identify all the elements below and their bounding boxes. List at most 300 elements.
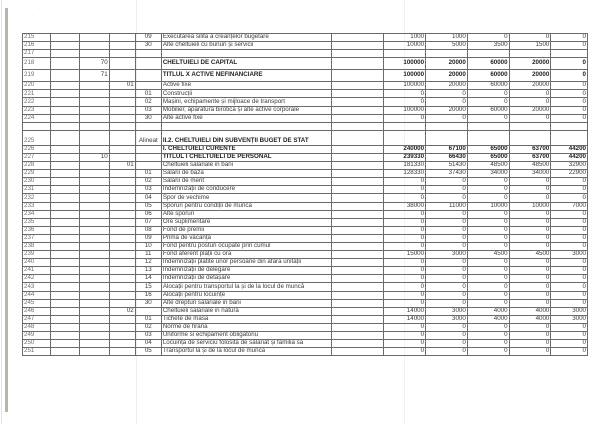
title-code-cell <box>80 315 109 323</box>
amount-cell: 0 <box>467 283 509 291</box>
blank-cell <box>332 98 384 106</box>
amount-cell: 0 <box>426 275 468 283</box>
table-row <box>23 130 588 145</box>
title-code-cell <box>80 114 109 122</box>
amount-cell: 0 <box>384 283 426 291</box>
amount-cell: 0 <box>467 34 509 42</box>
amount-cell: 0 <box>426 348 468 356</box>
amount-cell: 0 <box>551 299 588 307</box>
description-cell: Alte sporuri <box>161 210 331 218</box>
amount-cell: 3000 <box>426 251 468 259</box>
paragraph-cell <box>135 50 161 58</box>
chapter-cell <box>51 226 80 234</box>
paragraph-cell: 07 <box>135 218 161 226</box>
amount-cell: 0 <box>426 299 468 307</box>
row-number-cell: 228 <box>23 162 51 170</box>
amount-cell: 0 <box>509 348 551 356</box>
row-number-cell: 236 <box>23 226 51 234</box>
amount-cell: 1500 <box>509 42 551 50</box>
paragraph-cell: 05 <box>135 348 161 356</box>
amount-cell: 0 <box>551 259 588 267</box>
table-row <box>23 242 588 250</box>
description-cell: TITLUL I CHELTUIELI DE PERSONAL <box>161 153 331 161</box>
description-cell <box>161 50 331 58</box>
row-number-cell: 220 <box>23 82 51 90</box>
title-code-cell <box>80 130 109 145</box>
amount-cell: 0 <box>467 299 509 307</box>
row-number-cell: 222 <box>23 98 51 106</box>
binding-strip <box>5 8 8 412</box>
table-row <box>23 291 588 299</box>
amount-cell: 0 <box>426 283 468 291</box>
amount-cell: 0 <box>467 275 509 283</box>
blank-cell <box>332 202 384 210</box>
table-row <box>23 42 588 50</box>
scan-noise: · · <box>28 6 45 12</box>
row-number-cell: 218 <box>23 58 51 70</box>
chapter-cell <box>51 153 80 161</box>
table-row <box>23 50 588 58</box>
title-code-cell: 10 <box>80 153 109 161</box>
title-code-cell <box>80 251 109 259</box>
row-number-cell: 244 <box>23 291 51 299</box>
blank-cell <box>332 162 384 170</box>
amount-cell: 22900 <box>551 170 588 178</box>
blank-cell <box>332 332 384 340</box>
title-code-cell <box>80 259 109 267</box>
blank-cell <box>332 50 384 58</box>
amount-cell: 0 <box>551 186 588 194</box>
amount-cell: 0 <box>509 259 551 267</box>
blank-cell <box>332 226 384 234</box>
description-cell <box>161 122 331 130</box>
row-number-cell: 248 <box>23 323 51 331</box>
amount-cell: 63700 <box>509 145 551 153</box>
amount-cell: 60000 <box>467 82 509 90</box>
paragraph-cell: 03 <box>135 332 161 340</box>
blank-cell <box>332 194 384 202</box>
article-cell <box>109 170 135 178</box>
blank-cell <box>332 348 384 356</box>
amount-cell: 20000 <box>426 106 468 114</box>
blank-cell <box>332 70 384 82</box>
amount-cell: 0 <box>551 275 588 283</box>
title-code-cell <box>80 186 109 194</box>
amount-cell: 0 <box>467 98 509 106</box>
article-cell <box>109 332 135 340</box>
row-number-cell: 234 <box>23 210 51 218</box>
amount-cell: 0 <box>509 299 551 307</box>
chapter-cell <box>51 307 80 315</box>
amount-cell: 0 <box>384 259 426 267</box>
row-number-cell: 219 <box>23 70 51 82</box>
amount-cell: 0 <box>426 332 468 340</box>
amount-cell: 0 <box>426 194 468 202</box>
paragraph-cell: 04 <box>135 194 161 202</box>
paragraph-cell: 30 <box>135 299 161 307</box>
chapter-cell <box>51 170 80 178</box>
article-cell <box>109 251 135 259</box>
amount-cell: 0 <box>551 178 588 186</box>
table-row <box>23 234 588 242</box>
amount-cell: 0 <box>509 186 551 194</box>
amount-cell: 60000 <box>467 58 509 70</box>
amount-cell: 20000 <box>426 70 468 82</box>
row-number-cell: 235 <box>23 218 51 226</box>
blank-cell <box>332 218 384 226</box>
table-row <box>23 98 588 106</box>
amount-cell: 20000 <box>509 58 551 70</box>
amount-cell: 15000 <box>384 251 426 259</box>
amount-cell: 0 <box>509 267 551 275</box>
amount-cell: 0 <box>426 218 468 226</box>
amount-cell: 0 <box>426 291 468 299</box>
paragraph-cell: 02 <box>135 98 161 106</box>
article-cell <box>109 348 135 356</box>
amount-cell: 0 <box>384 178 426 186</box>
article-cell <box>109 42 135 50</box>
article-cell <box>109 153 135 161</box>
amount-cell: 0 <box>467 218 509 226</box>
amount-cell: 0 <box>384 218 426 226</box>
article-cell <box>109 283 135 291</box>
title-code-cell <box>80 90 109 98</box>
amount-cell: 100000 <box>384 58 426 70</box>
chapter-cell <box>51 291 80 299</box>
title-code-cell <box>80 218 109 226</box>
chapter-cell <box>51 130 80 145</box>
amount-cell: 7000 <box>551 202 588 210</box>
description-cell: Salarii de merit <box>161 178 331 186</box>
article-cell <box>109 275 135 283</box>
chapter-cell <box>51 106 80 114</box>
amount-cell: 4000 <box>509 307 551 315</box>
table-row <box>23 122 588 130</box>
row-number-cell: 229 <box>23 170 51 178</box>
amount-cell: 0 <box>509 275 551 283</box>
amount-cell: 0 <box>384 98 426 106</box>
table-row <box>23 82 588 90</box>
amount-cell: 0 <box>426 234 468 242</box>
scan-noise: · <box>28 24 30 30</box>
row-number-cell: 241 <box>23 267 51 275</box>
amount-cell <box>384 130 426 145</box>
description-cell: Fond aferent plății cu ora <box>161 251 331 259</box>
amount-cell: 0 <box>467 226 509 234</box>
title-code-cell <box>80 162 109 170</box>
title-code-cell <box>80 283 109 291</box>
description-cell: I. CHELTUIELI CURENTE <box>161 145 331 153</box>
amount-cell: 0 <box>467 242 509 250</box>
amount-cell: 20000 <box>509 82 551 90</box>
chapter-cell <box>51 234 80 242</box>
amount-cell <box>384 122 426 130</box>
paragraph-cell: 01 <box>135 170 161 178</box>
amount-cell: 4000 <box>509 315 551 323</box>
blank-cell <box>332 323 384 331</box>
amount-cell: 0 <box>384 291 426 299</box>
row-number-cell: 215 <box>23 34 51 42</box>
article-cell <box>109 90 135 98</box>
amount-cell: 0 <box>384 242 426 250</box>
description-cell: Indemnizații de detașare <box>161 275 331 283</box>
amount-cell: 0 <box>467 114 509 122</box>
amount-cell: 11000 <box>426 202 468 210</box>
blank-cell <box>332 90 384 98</box>
article-cell <box>109 291 135 299</box>
amount-cell: 0 <box>551 58 588 70</box>
amount-cell: 4500 <box>509 251 551 259</box>
title-code-cell <box>80 323 109 331</box>
chapter-cell <box>51 218 80 226</box>
blank-cell <box>332 242 384 250</box>
amount-cell <box>551 122 588 130</box>
blank-cell <box>332 275 384 283</box>
paragraph-cell: 02 <box>135 323 161 331</box>
table-row <box>23 162 588 170</box>
table-row <box>23 202 588 210</box>
amount-cell: 14000 <box>384 307 426 315</box>
table-row <box>23 275 588 283</box>
amount-cell: 67100 <box>426 145 468 153</box>
blank-cell <box>332 340 384 348</box>
title-code-cell <box>80 98 109 106</box>
chapter-cell <box>51 275 80 283</box>
amount-cell: 0 <box>551 291 588 299</box>
description-cell: TITLUL X ACTIVE NEFINANCIARE <box>161 70 331 82</box>
amount-cell: 0 <box>551 323 588 331</box>
amount-cell: 38000 <box>384 202 426 210</box>
paragraph-cell: 09 <box>135 234 161 242</box>
amount-cell: 3000 <box>426 315 468 323</box>
chapter-cell <box>51 299 80 307</box>
chapter-cell <box>51 34 80 42</box>
chapter-cell <box>51 114 80 122</box>
paragraph-cell: 03 <box>135 186 161 194</box>
amount-cell: 0 <box>426 186 468 194</box>
amount-cell: 0 <box>467 90 509 98</box>
paragraph-cell <box>135 82 161 90</box>
amount-cell: 0 <box>467 323 509 331</box>
article-cell <box>109 194 135 202</box>
description-cell: Tichete de masa <box>161 315 331 323</box>
amount-cell: 10000 <box>467 202 509 210</box>
amount-cell: 0 <box>551 70 588 82</box>
title-code-cell <box>80 267 109 275</box>
amount-cell: 5000 <box>426 42 468 50</box>
table-row <box>23 114 588 122</box>
table-row <box>23 145 588 153</box>
chapter-cell <box>51 332 80 340</box>
amount-cell: 4500 <box>467 251 509 259</box>
table-row <box>23 299 588 307</box>
amount-cell: 4000 <box>467 315 509 323</box>
row-number-cell: 227 <box>23 153 51 161</box>
chapter-cell <box>51 283 80 291</box>
article-cell <box>109 186 135 194</box>
row-number-cell: 243 <box>23 283 51 291</box>
description-cell: Uniforme si echipament obligatoriu <box>161 332 331 340</box>
table-row <box>23 315 588 323</box>
amount-cell: 0 <box>509 34 551 42</box>
blank-cell <box>332 106 384 114</box>
paragraph-cell <box>135 70 161 82</box>
title-code-cell <box>80 82 109 90</box>
amount-cell: 0 <box>384 323 426 331</box>
amount-cell: 239330 <box>384 153 426 161</box>
title-code-cell <box>80 34 109 42</box>
table-row <box>23 186 588 194</box>
amount-cell: 0 <box>551 98 588 106</box>
description-cell: Transportul la și de la locul de muncă <box>161 348 331 356</box>
title-code-cell <box>80 50 109 58</box>
blank-cell <box>332 186 384 194</box>
chapter-cell <box>51 210 80 218</box>
article-cell <box>109 267 135 275</box>
amount-cell: 0 <box>509 283 551 291</box>
amount-cell: 14000 <box>384 315 426 323</box>
chapter-cell <box>51 145 80 153</box>
amount-cell: 1000 <box>384 34 426 42</box>
amount-cell: 100000 <box>384 70 426 82</box>
row-number-cell: 238 <box>23 242 51 250</box>
amount-cell: 0 <box>551 42 588 50</box>
chapter-cell <box>51 194 80 202</box>
amount-cell: 20000 <box>509 70 551 82</box>
table-row <box>23 307 588 315</box>
amount-cell: 0 <box>551 242 588 250</box>
table-row <box>23 58 588 70</box>
amount-cell: 0 <box>551 218 588 226</box>
row-number-cell: 221 <box>23 90 51 98</box>
amount-cell: 0 <box>467 234 509 242</box>
article-cell <box>109 259 135 267</box>
table-row <box>23 259 588 267</box>
blank-cell <box>332 283 384 291</box>
amount-cell: 0 <box>467 340 509 348</box>
chapter-cell <box>51 186 80 194</box>
paragraph-cell: 30 <box>135 42 161 50</box>
article-cell <box>109 315 135 323</box>
description-cell: Alte cheltuieli cu bunuri și servicii <box>161 42 331 50</box>
title-code-cell <box>80 178 109 186</box>
row-number-cell: 237 <box>23 234 51 242</box>
blank-cell <box>332 145 384 153</box>
article-cell <box>109 50 135 58</box>
amount-cell: 0 <box>509 234 551 242</box>
description-cell: Mobilier, aparatură birotica și alte active corporale <box>161 106 331 114</box>
amount-cell: 0 <box>426 98 468 106</box>
blank-cell <box>332 178 384 186</box>
table-row <box>23 153 588 161</box>
chapter-cell <box>51 70 80 82</box>
table-row <box>23 267 588 275</box>
article-cell <box>109 202 135 210</box>
title-code-cell <box>80 226 109 234</box>
article-cell <box>109 58 135 70</box>
amount-cell: 0 <box>509 291 551 299</box>
description-cell: Indemnizații plătite unor persoane din afara unității <box>161 259 331 267</box>
amount-cell: 0 <box>467 210 509 218</box>
table-row <box>23 226 588 234</box>
description-cell: Salarii de bază <box>161 170 331 178</box>
amount-cell: 0 <box>509 340 551 348</box>
blank-cell <box>332 315 384 323</box>
amount-cell: 0 <box>384 340 426 348</box>
title-code-cell: 71 <box>80 70 109 82</box>
amount-cell: 181330 <box>384 162 426 170</box>
amount-cell: 34000 <box>467 170 509 178</box>
article-cell <box>109 242 135 250</box>
description-cell: CHELTUIELI DE CAPITAL <box>161 58 331 70</box>
paragraph-cell: 12 <box>135 259 161 267</box>
amount-cell: 0 <box>509 98 551 106</box>
amount-cell: 0 <box>551 90 588 98</box>
amount-cell: 60000 <box>467 70 509 82</box>
article-cell <box>109 98 135 106</box>
blank-cell <box>332 259 384 267</box>
title-code-cell <box>80 106 109 114</box>
description-cell: Indemnizații de conducere <box>161 186 331 194</box>
amount-cell: 3000 <box>551 307 588 315</box>
description-cell: Fond pentru posturi ocupate prin cumul <box>161 242 331 250</box>
table-row <box>23 34 588 42</box>
amount-cell: 37430 <box>426 170 468 178</box>
blank-cell <box>332 42 384 50</box>
amount-cell: 0 <box>426 226 468 234</box>
row-number-cell: 216 <box>23 42 51 50</box>
amount-cell: 66430 <box>426 153 468 161</box>
blank-cell <box>332 114 384 122</box>
description-cell: Alocații pentru locuințe <box>161 291 331 299</box>
amount-cell: 0 <box>509 194 551 202</box>
paragraph-cell: 14 <box>135 275 161 283</box>
amount-cell: 0 <box>384 275 426 283</box>
paragraph-cell: 11 <box>135 251 161 259</box>
amount-cell: 60000 <box>467 106 509 114</box>
paragraph-cell <box>135 145 161 153</box>
amount-cell: 0 <box>467 348 509 356</box>
amount-cell: 0 <box>384 186 426 194</box>
description-cell: Indemnizații de delegare <box>161 267 331 275</box>
chapter-cell <box>51 202 80 210</box>
blank-cell <box>332 153 384 161</box>
row-number-cell: 249 <box>23 332 51 340</box>
article-cell <box>109 218 135 226</box>
article-cell: 02 <box>109 307 135 315</box>
amount-cell: 63700 <box>509 153 551 161</box>
row-number-cell: 242 <box>23 275 51 283</box>
amount-cell: 1000 <box>426 34 468 42</box>
row-number-cell: 225 <box>23 130 51 145</box>
table-row <box>23 70 588 82</box>
description-cell: Active fixe <box>161 82 331 90</box>
table-row <box>23 178 588 186</box>
table-row <box>23 106 588 114</box>
amount-cell: 48500 <box>509 162 551 170</box>
amount-cell: 0 <box>426 90 468 98</box>
article-cell <box>109 145 135 153</box>
amount-cell: 0 <box>509 114 551 122</box>
amount-cell: 0 <box>426 340 468 348</box>
amount-cell <box>551 130 588 145</box>
description-cell: Norme de hrana <box>161 323 331 331</box>
amount-cell: 100000 <box>384 82 426 90</box>
table-row <box>23 218 588 226</box>
amount-cell <box>426 50 468 58</box>
amount-cell: 0 <box>384 226 426 234</box>
paragraph-cell: 04 <box>135 340 161 348</box>
